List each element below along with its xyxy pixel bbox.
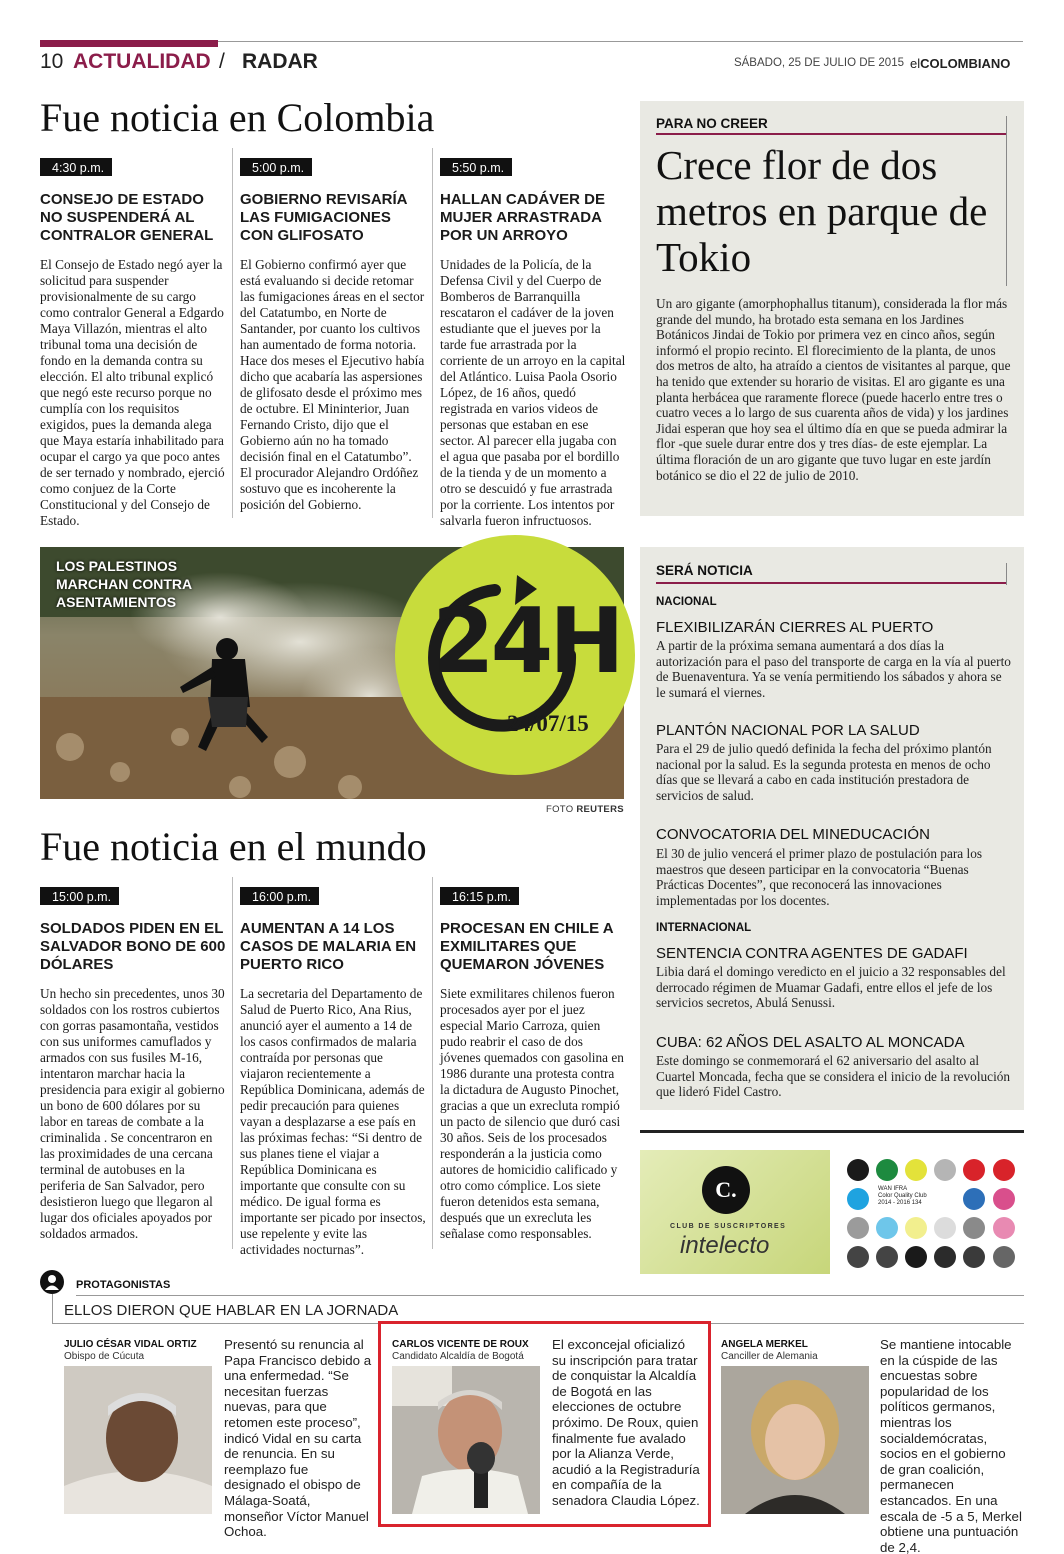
upcoming-body: Este domingo se conmemorará el 62 aniversario del asalto al Cuartel Moncada, fecha que se considera el inicio de la revolución que lideró Fidel Castro.	[656, 1053, 1011, 1100]
photo-credit	[546, 804, 624, 815]
upcoming-headline[interactable]: CUBA: 62 AÑOS DEL ASALTO AL MONCADA	[656, 1034, 965, 1051]
24h-logo-date: 24/07/15	[507, 711, 589, 736]
news-body: Un hecho sin precedentes, unos 30 soldados con los rostros cubiertos con gorras pasamontaña, vestidos con sus uniformes camuflados y armados con sus fusiles M-16, intentaron marchar hacia la presidencia para exigir al gobierno un bono de 600 dólares por su labor en tareas de combate a la criminalida . Se concentraron en las proximidades de una cercana terminal de autobuses en la periferia de San Salvador, pero desistieron luego que llegaron al lugar dos oficiales apoyados por soldados armados.	[40, 986, 225, 1241]
person-text: Se mantiene intocable en la cúspide de las encuestas sobre popularidad de los políticos germanos, mientras los socialdemócratas, socios en el gobierno de gran coalición, permanecen estancados. En una escala de -5 a 5, Merkel obtiene una puntuación de 2,4.	[880, 1337, 1022, 1554]
news-item	[40, 158, 226, 529]
news-item	[440, 887, 626, 1242]
person-photo	[392, 1366, 540, 1514]
upcoming-headline[interactable]: CONVOCATORIA DEL MINEDUCACIÓN	[656, 826, 930, 843]
news-body: El Gobierno confirmó ayer que está evaluando si decide retomar las fumigaciones áreas en el sector del Catatumbo, en Norte de Santander, por cuanto los cultivos han aumentado de forma notoria. Hace dos meses el Ejecutivo había dicho que acabaría las aspersiones de glifosato desde el próximo mes de octubre. El Mininterior, Juan Fernando Cristo, dijo que el Gobierno aún no ha tomado decisión final en el Catatumbo”. El procurador Alejandro Ordóñez sostuvo que es incoherente la posición del Gobierno.	[240, 257, 425, 512]
news-time: 16:15 p.m.	[440, 887, 519, 905]
column-divider	[232, 148, 233, 518]
person-role: Canciller de Alemania	[721, 1351, 818, 1362]
news-time: 15:00 p.m.	[40, 887, 119, 905]
news-item	[240, 158, 426, 513]
protagonistas-tick	[52, 1294, 53, 1324]
person-text: Presentó su renuncia al Papa Francisco debido a una enfermedad. “Se necesitan fuerzas nuevas, para que retomen este proceso”, indicó Vidal en su carta de renuncia. En su reemplazo fue designado el obispo de Málaga-Soatá, monseñor Víctor Manuel Ochoa.	[224, 1337, 372, 1540]
club-name: intelecto	[680, 1232, 770, 1259]
kicker-rule	[656, 582, 1006, 584]
credit-prefix: FOTO	[546, 804, 574, 815]
protagonistas-rule	[76, 1295, 1024, 1296]
upcoming-body: El 30 de julio vencerá el primer plazo de postulación para los maestros que deseen participar en la convocatoria “Buenas Prácticas Docentes”, que reconocerá las innovaciones implementadas por los docentes.	[656, 846, 983, 908]
24h-logo-text: 24H	[432, 589, 621, 694]
news-headline[interactable]: GOBIERNO REVISARÍA LAS FUMIGACIONES CON GLIFOSATO	[240, 191, 407, 244]
section-title-colombia: Fue noticia en Colombia	[40, 95, 435, 140]
category-label-nacional: NACIONAL	[656, 596, 717, 608]
ifra-line-1: WAN IFRA	[878, 1186, 908, 1192]
issue-date: SÁBADO, 25 DE JULIO DE 2015	[733, 57, 904, 69]
upcoming-headline[interactable]: SENTENCIA CONTRA AGENTES DE GADAFI	[656, 945, 968, 962]
para-no-creer-body: Un aro gigante (amorphophallus titanum), considerada la flor más grande del mundo, ha brotado esta semana en los Jardines Botánicos Jindai de Tokio por primera vez en cinco años, según informó el propio recinto. El florecimiento de la planta, de unos dos metros de alto, ha atraído a cientos de visitantes al parque, que ha tenido que extender su horario de visitas. El aro gigante es una planta herbácea que raramente florece (puede hacerlo entre tres o cuatro veces a lo largo de sus cuarenta años de vida) y los jardines Jidai esperan que hoy sea el último día en que se pueda admirar la flor -que suele durar entre dos y tres días- de este ejemplar. La última floración de un aro gigante que tuvo lugar en este jardín botánico se dio el 22 de julio de 2010.	[656, 296, 1011, 483]
upcoming-headline[interactable]: FLEXIBILIZARÁN CIERRES AL PUERTO	[656, 619, 934, 636]
person-icon	[40, 1270, 64, 1294]
kicker-rule	[656, 133, 1006, 135]
news-time: 4:30 p.m.	[40, 158, 112, 176]
news-headline[interactable]: AUMENTAN A 14 LOS CASOS DE MALARIA EN PUERTO RICO	[240, 920, 417, 973]
news-headline[interactable]: HALLAN CADÁVER DE MUJER ARRASTRADA POR UN ARROYO	[440, 191, 605, 244]
news-headline[interactable]: PROCESAN EN CHILE A EXMILITARES QUE QUEMARON JÓVENES	[440, 920, 614, 973]
news-body: Unidades de la Policía, de la Defensa Civil y del Cuerpo de Bomberos de Barranquilla rescataron el cadáver de la joven estudiante que el jueves por la tarde fue arrastrada por la corriente de un arroyo en la capital del Atlántico. Luisa Paola Osorio López, de 16 años, quedó registrada en varios videos de personas que estaban en ese sector. Al parecer ella jugaba con el agua que pasaba por el bordillo de la tienda y de un momento a otro se descuidó y fue arrastrada por la corriente. Los intentos por salvarla fueron infructuosos.	[440, 257, 626, 528]
club-top-text: CLUB DE SUSCRIPTORES	[670, 1223, 787, 1230]
upcoming-body: Libia dará el domingo veredicto en el juicio a 32 responsables del derrocado régimen de Muamar Gadafi, entre ellos el jefe de los servicios secretos, Abulá Senussi.	[656, 964, 1006, 1011]
person-photo	[64, 1366, 212, 1514]
24h-logo-badge	[395, 535, 635, 775]
news-item	[440, 158, 626, 529]
news-body: La secretaria del Departamento de Salud de Puerto Rico, Ana Rius, anunció ayer el aumento a 14 de los casos confirmados de malaria contraída por personas que viajaron recientemente a República Dominicana, además de pedir precaución para quienes vayan a desplazarse a ese país en las próximas fechas: “Si dentro de sus planes tiene el viajar a República Dominicana es importante que consulte con su médico. De igual forma es importante ser picado por insectos, use repelente y evite las actividades nocturnas”.	[240, 986, 426, 1257]
club-logo-icon: C.	[702, 1166, 750, 1214]
news-headline[interactable]: CONSEJO DE ESTADO NO SUSPENDERÁ AL CONTRALOR GENERAL	[40, 191, 214, 244]
page-number: 10	[40, 50, 64, 73]
subsection-name[interactable]: RADAR	[242, 50, 318, 73]
brand-prefix: el	[910, 56, 921, 71]
header-accent-bar	[40, 40, 218, 47]
person-text: El exconcejal oficializó su inscripción para tratar de conquistar la Alcaldía de Bogotá en las elecciones de octubre próximo. De Roux, quien finalmente fue avalado por la Alianza Verde, acudió a la Registraduría en compañía de la senadora Claudia López.	[552, 1337, 700, 1508]
section-slash: /	[219, 50, 225, 73]
news-body: El Consejo de Estado negó ayer la solicitud para suspender provisionalmente de su cargo como contralor General a Edgardo Maya Villazón, mientras el alto tribunal toma una decisión de fondo en la demanda contra su elección. El alto tribunal explicó que negó este recurso porque no cumplía con los requisitos exigidos, pues la demanda alega que Maya estaría inhabilitado para ocupar el cargo ya que poco antes de ser ternado y nombrado, ejerció como conjuez de la Corte Constitucional y del Consejo de Estado.	[40, 257, 225, 528]
person-photo	[721, 1366, 869, 1514]
column-divider	[432, 877, 433, 1249]
person-name[interactable]: CARLOS VICENTE DE ROUX	[392, 1339, 529, 1350]
column-divider	[432, 148, 433, 518]
news-item	[40, 887, 226, 1242]
news-time: 5:00 p.m.	[240, 158, 312, 176]
panel-divider	[1006, 563, 1007, 585]
news-body: Siete exmilitares chilenos fueron procesados ayer por el juez especial Mario Carroza, quien pudo reabrir el caso de dos jóvenes quemados con gasolina en 1986 durante una protesta contra la dictadura de Augusto Pinochet, gracias a que un exrecluta rompió un pacto de silencio que duró casi 30 años. Seis de los procesados responderán a la justicia como autores de homicidio calificado y otro como cómplice. Los siete fueron detenidos esta semana, después que un exrecluta les señalase como responsables.	[440, 986, 624, 1241]
credit-agency: REUTERS	[576, 804, 624, 815]
header-rule	[218, 41, 1023, 42]
ifra-line-2: Color Quality Club	[878, 1193, 927, 1199]
protagonistas-label: PROTAGONISTAS	[76, 1279, 171, 1291]
column-divider	[232, 877, 233, 1249]
person-role: Candidato Alcaldía de Bogotá	[392, 1351, 524, 1362]
news-headline[interactable]: SOLDADOS PIDEN EN EL SALVADOR BONO DE 600 DÓLARES	[40, 920, 226, 973]
upcoming-headline[interactable]: PLANTÓN NACIONAL POR LA SALUD	[656, 722, 920, 739]
color-quality-swatches	[842, 1156, 1022, 1274]
news-item	[240, 887, 426, 1258]
brand-name: COLOMBIANO	[920, 56, 1011, 71]
ad-rule	[640, 1130, 1024, 1133]
photo-caption: LOS PALESTINOS MARCHAN CONTRA ASENTAMIENTOS	[56, 558, 192, 610]
section-title-mundo: Fue noticia en el mundo	[40, 824, 427, 869]
person-name[interactable]: ANGELA MERKEL	[721, 1339, 808, 1350]
category-label-internacional: INTERNACIONAL	[656, 922, 752, 934]
wan-ifra-badge	[878, 1186, 927, 1207]
person-name[interactable]: JULIO CÉSAR VIDAL ORTIZ	[64, 1339, 197, 1350]
sera-noticia-kicker: SERÁ NOTICIA	[656, 563, 753, 578]
para-no-creer-kicker: PARA NO CREER	[656, 116, 768, 131]
upcoming-body: A partir de la próxima semana aumentará a dos días la autorización para el paso del transporte de carga en la vía al puerto de Buenaventura. Ya se venía permitiendo los sábados y ahora se le sumará el viernes.	[656, 638, 1011, 700]
ifra-line-3: 2014 - 2016 134	[878, 1200, 922, 1206]
color-swatch-grid	[842, 1156, 1022, 1274]
brand-logo[interactable]	[910, 56, 1010, 71]
club-intelecto-ad[interactable]	[640, 1150, 830, 1274]
person-role: Obispo de Cúcuta	[64, 1351, 145, 1362]
section-name[interactable]: ACTUALIDAD	[73, 50, 211, 73]
news-time: 16:00 p.m.	[240, 887, 319, 905]
para-no-creer-title[interactable]: Crece flor de dos metros en parque de Tokio	[656, 142, 988, 280]
protagonistas-subtitle: ELLOS DIERON QUE HABLAR EN LA JORNADA	[64, 1302, 399, 1319]
upcoming-body: Para el 29 de julio quedó definida la fecha del próximo plantón nacional por la salud. Es la segunda protesta en menos de ocho días que se llevará a cabo en cada institución prestadora de servicios de salud.	[656, 741, 992, 803]
news-time: 5:50 p.m.	[440, 158, 512, 176]
